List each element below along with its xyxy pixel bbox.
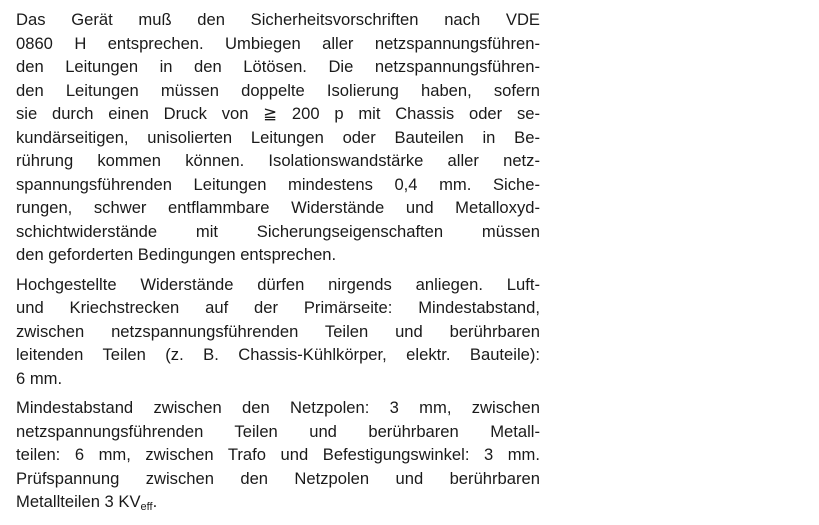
text-line: rührung kommen können. Isolationswandstärke aller netz- bbox=[16, 151, 540, 170]
paragraph-minimum-distances bbox=[16, 396, 540, 514]
text-block bbox=[16, 8, 540, 514]
text-line: und Kriechstrecken auf der Primärseite: Mindestabstand, bbox=[16, 298, 540, 317]
text-line: spannungsführenden Leitungen mindestens 0,4 mm. Siche- bbox=[16, 174, 540, 194]
text-line: den Leitungen müssen doppelte Isolierung haben, sofern bbox=[16, 80, 540, 100]
text-line: den Leitungen in den Lötösen. Die netzspannungsführen- bbox=[16, 57, 540, 76]
text-line: schichtwiderstände mit Sicherungseigenschaften müssen bbox=[16, 221, 540, 241]
text-line: teilen: 6 mm, zwischen Trafo und Befestigungswinkel: 3 mm. bbox=[16, 445, 540, 464]
text-line: kundärseitigen, unisolierten Leitungen oder Bauteilen in Be- bbox=[16, 127, 540, 147]
text-line: zwischen netzspannungsführenden Teilen und berührbaren bbox=[16, 321, 540, 341]
paragraph-creepage-distances bbox=[16, 273, 540, 391]
sentence-end: . bbox=[152, 492, 158, 511]
text-line: leitenden Teilen (z. B. Chassis-Kühlkörper, elektr. Bauteile): bbox=[16, 345, 540, 364]
text-line-test-voltage bbox=[16, 490, 540, 514]
text-line: Das Gerät muß den Sicherheitsvorschriften nach VDE bbox=[16, 10, 540, 29]
text-line: 0860 H entsprechen. Umbiegen aller netzspannungsführen- bbox=[16, 33, 540, 53]
text-line: rungen, schwer entflammbare Widerstände und Metalloxyd- bbox=[16, 198, 540, 217]
text-line: netzspannungsführenden Teilen und berührbaren Metall- bbox=[16, 421, 540, 441]
paragraph-safety-regulations bbox=[16, 8, 540, 267]
text-line: sie durch einen Druck von ≧ 200 p mit Chassis oder se- bbox=[16, 104, 540, 123]
text-line: 6 mm. bbox=[16, 368, 63, 388]
test-voltage-text: Metallteilen 3 KV bbox=[16, 492, 141, 511]
text-line: Prüfspannung zwischen den Netzpolen und berührbaren bbox=[16, 468, 540, 488]
text-line: den geforderten Bedingungen entsprechen. bbox=[16, 245, 337, 264]
text-line: Hochgestellte Widerstände dürfen nirgends anliegen. Luft- bbox=[16, 274, 540, 294]
text-line: Mindestabstand zwischen den Netzpolen: 3 mm, zwischen bbox=[16, 398, 540, 417]
eff-subscript: eff bbox=[140, 501, 153, 513]
